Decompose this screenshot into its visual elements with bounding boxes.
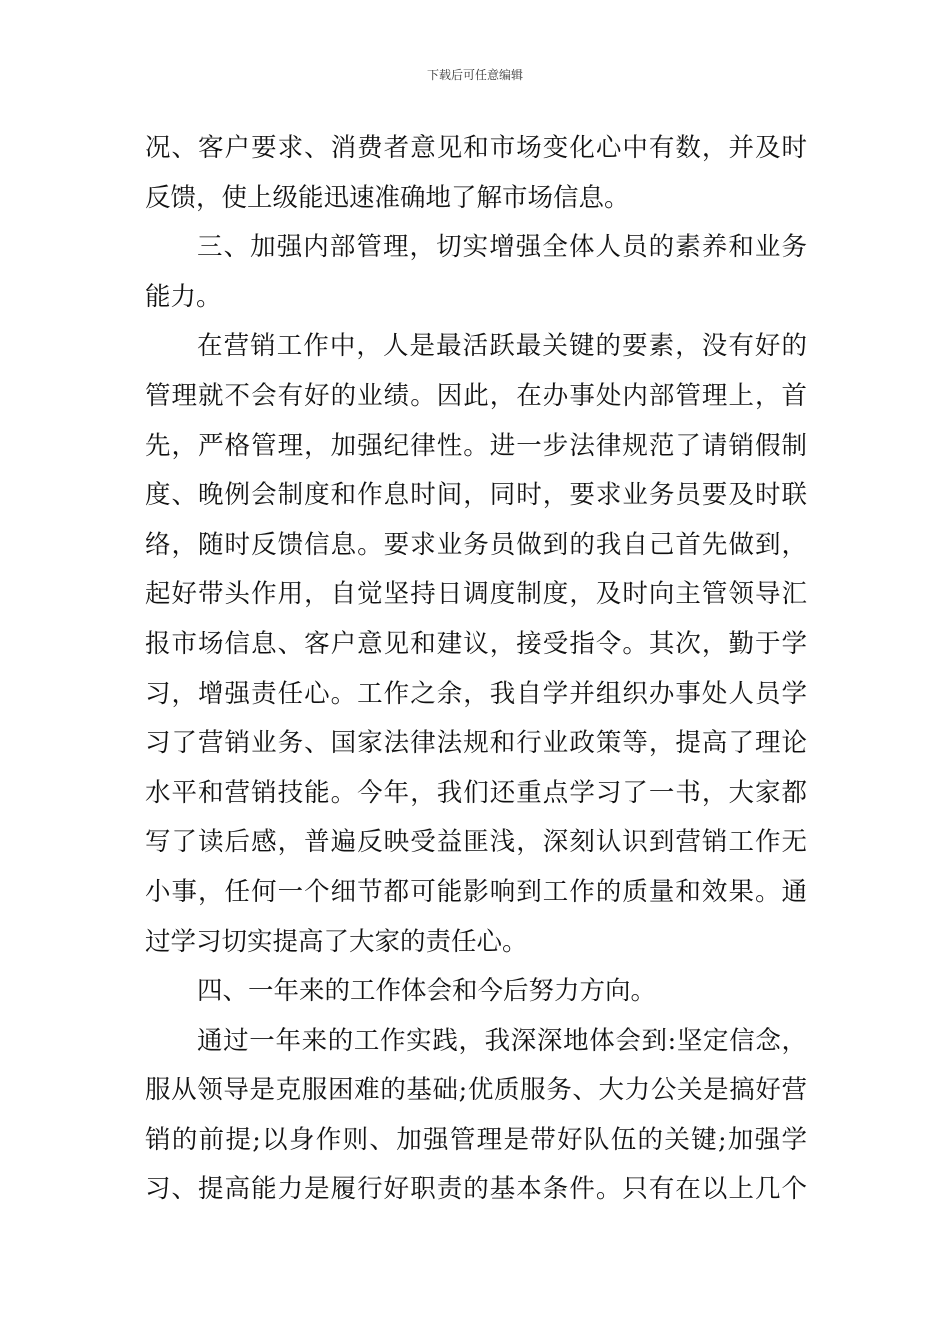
text-line-8: 度、晚例会制度和作息时间，同时，要求业务员要及时联 xyxy=(145,480,807,511)
text-line-5: 在营销工作中，人是最活跃最关键的要素，没有好的 xyxy=(197,331,807,362)
section-heading-3: 三、加强内部管理，切实增强全体人员的素养和业务 xyxy=(197,232,807,263)
text-line-17: 过学习切实提高了大家的责任心。 xyxy=(145,926,528,957)
text-line-13: 习了营销业务、国家法律法规和行业政策等，提高了理论 xyxy=(145,728,807,759)
text-line-4: 能力。 xyxy=(145,281,222,312)
text-line-7: 先，严格管理，加强纪律性。进一步法律规范了请销假制 xyxy=(145,430,807,461)
text-line-16: 小事，任何一个细节都可能影响到工作的质量和效果。通 xyxy=(145,876,807,907)
text-line-21: 销的前提;以身作则、加强管理是带好队伍的关键;加强学 xyxy=(145,1124,807,1155)
document-body xyxy=(145,124,807,1215)
section-heading-4: 四、一年来的工作体会和今后努力方向。 xyxy=(197,976,657,1007)
text-line-12: 习，增强责任心。工作之余，我自学并组织办事处人员学 xyxy=(145,678,807,709)
text-line-15: 写了读后感，普遍反映受益匪浅，深刻认识到营销工作无 xyxy=(145,827,807,858)
text-line-11: 报市场信息、客户意见和建议，接受指令。其次，勤于学 xyxy=(145,628,807,659)
page-header: 下载后可任意编辑 xyxy=(426,68,523,82)
text-line-14: 水平和营销技能。今年，我们还重点学习了一书，大家都 xyxy=(145,777,807,808)
text-line-22: 习、提高能力是履行好职责的基本条件。只有在以上几个 xyxy=(145,1174,807,1205)
text-line-6: 管理就不会有好的业绩。因此，在办事处内部管理上，首 xyxy=(145,380,807,411)
text-line-20: 服从领导是克服困难的基础;优质服务、大力公关是搞好营 xyxy=(145,1075,807,1106)
text-line-19: 通过一年来的工作实践，我深深地体会到:坚定信念， xyxy=(197,1025,807,1056)
text-line-1: 况、客户要求、消费者意见和市场变化心中有数，并及时 xyxy=(145,133,807,163)
text-line-10: 起好带头作用，自觉坚持日调度制度，及时向主管领导汇 xyxy=(145,579,807,610)
text-line-9: 络，随时反馈信息。要求业务员做到的我自己首先做到， xyxy=(145,529,807,560)
text-line-2: 反馈，使上级能迅速准确地了解市场信息。 xyxy=(145,182,630,213)
